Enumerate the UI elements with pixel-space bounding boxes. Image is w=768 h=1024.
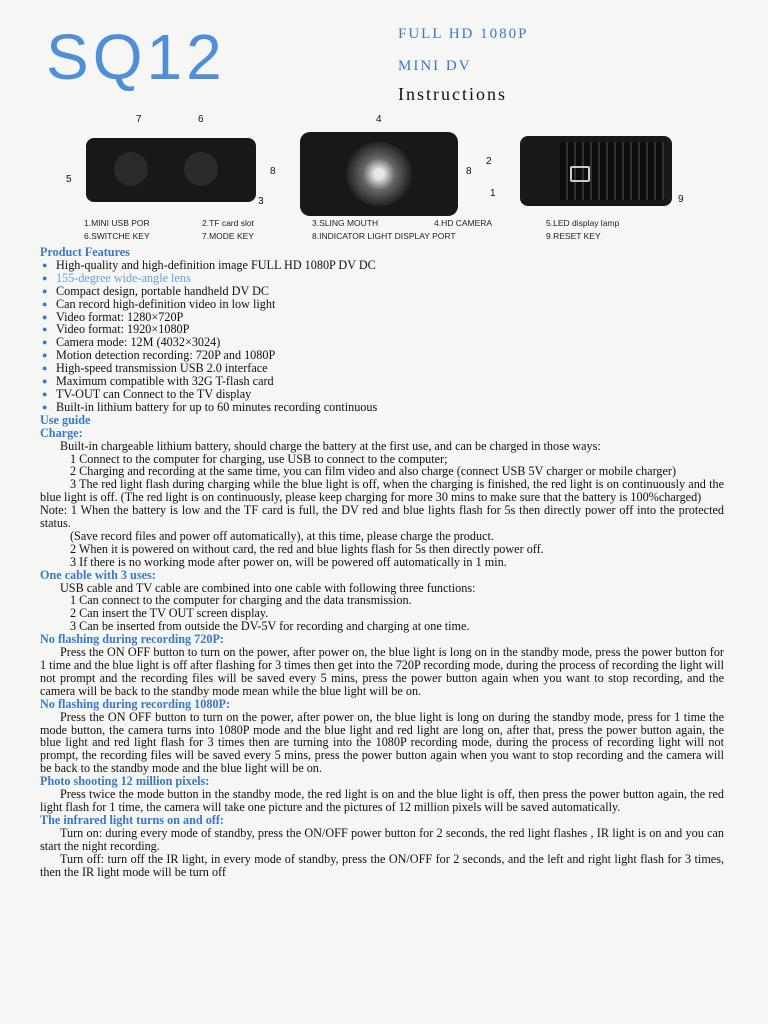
paragraph: 3 If there is no working mode after power on, will be powered off automatically in 1 min. [70,554,507,569]
callout-9: 9 [678,194,684,205]
callout-2: 2 [486,156,492,167]
paragraph: Press twice the mode button in the standby mode, the red light is on and the blue light is off, then press the power button again, the red light flash for 1 time, the camera will take one picture and the pictures of 12 million pixels will be saved automatically. [40,787,724,814]
section-heading: Use guide [40,412,91,427]
section-heading: No flashing during recording 720P: [40,632,224,647]
callout-4: 4 [376,114,382,125]
parts-legend [84,218,684,241]
list-item: ● Video format: 1920×1080P [40,323,724,336]
list-item: ● Maximum compatible with 32G T-flash card [40,375,724,388]
section-heading: One cable with 3 uses: [40,567,156,582]
list-item: ● Camera mode: 12M (4032×3024) [40,336,724,349]
product-photos [0,110,768,220]
paragraph: 2 When it is powered on without card, the red and blue lights flash for 5s then directly power off. [70,541,544,556]
paragraph: USB cable and TV cable are combined into one cable with following three functions: [60,580,476,595]
list-item: ● High-speed transmission USB 2.0 interface [40,362,724,375]
subtitle-model: MINI DV [398,58,472,74]
logo: SQ12 [46,21,226,93]
callout-7: 7 [136,114,142,125]
section-heading: The infrared light turns on and off: [40,812,224,827]
paragraph: 2 Can insert the TV OUT screen display. [70,606,269,621]
camera-front-view [300,132,458,216]
list-item: ● TV-OUT can Connect to the TV display [40,388,724,401]
paragraph: 2 Charging and recording at the same time, you can film video and also charge (connect USB 5V charger or mobile charger) [70,464,677,479]
callout-5: 5 [66,174,72,185]
legend-item: 3.SLING MOUTH [312,218,379,228]
legend-item: 4.HD CAMERA [434,218,493,228]
manual-body [40,246,724,878]
list-item: ● 155-degree wide-angle lens [40,272,724,285]
list-item: ● Can record high-definition video in low light [40,298,724,311]
paragraph: Press the ON OFF button to turn on the power, after power on, the blue light is long on in the standby mode, press the power button for 1 time and the blue light is off after flashing for 3 times then get into the 720P recording mode, during the process of recording the light will not prompt and the recording files will be saved every 5 mins, press the power button again when you want to stop recording, and the camera will be back to the standby mode mean while the blue light will be on. [40,645,724,698]
list-item: ● Built-in lithium battery for up to 60 minutes recording continuous [40,401,724,414]
section-heading: Charge: [40,425,83,440]
legend-item: 9.RESET KEY [546,231,601,241]
paragraph: Note: 1 When the battery is low and the TF card is full, the DV red and blue lights flash for 5s then directly power off into the protected status. [40,503,724,531]
legend-item: 8.INDICATOR LIGHT DISPLAY PORT [312,231,456,241]
list-item: ● Motion detection recording: 720P and 1080P [40,349,724,362]
legend-item: 7.MODE KEY [202,231,254,241]
legend-item: 2.TF card slot [202,218,254,228]
paragraph: 3 Can be inserted from outside the DV-5V for recording and charging at one time. [70,619,470,634]
paragraph: 1 Connect to the computer for charging, use USB to connect to the computer; [70,451,448,466]
paragraph: Press the ON OFF button to turn on the power, after power on, the blue light is long on during the standby mode, press for 1 time the mode button, the camera turns into 1080P mode and the blue light and red light are long on, after that, press the power button again, the blue light and red light flash for 3 times then are turning into the 1080P recording mode, during the process of recording light will not prompt, the recording files will be saved every 5 mins, press the power button again when you want to stop recording and the camera will be back to the standby mode and the blue light will be on. [40,709,724,776]
callout-8a: 8 [270,166,276,177]
feature-list [40,259,724,414]
list-item: ● Video format: 1280×720P [40,311,724,324]
list-item: ● Compact design, portable handheld DV DC [40,285,724,298]
legend-item: 6.SWITCHE KEY [84,231,150,241]
paragraph: 1 Can connect to the computer for charging and the data transmission. [70,593,412,608]
callout-8b: 8 [466,166,472,177]
legend-item: 1.MINI USB POR [84,218,150,228]
legend-item: 5.LED display lamp [546,218,620,228]
paragraph: (Save record files and power off automatically), at this time, please charge the product. [70,528,494,543]
paragraph: Built-in chargeable lithium battery, should charge the battery at the first use, and can be charged in those ways: [60,438,601,453]
callout-6: 6 [198,114,204,125]
camera-side-view [520,136,672,206]
paragraph: Turn on: during every mode of standby, press the ON/OFF power button for 2 seconds, the red light flashes , IR light is on and you can start the night recording. [40,825,724,853]
paragraph: Turn off: turn off the IR light, in every mode of standby, press the ON/OFF for 2 seconds, and the left and right light flash for 3 times, then the IR light mode will be turn off [40,851,724,879]
callout-1: 1 [490,188,496,199]
list-item: ● High-quality and high-definition image FULL HD 1080P DV DC [40,259,724,272]
callout-3: 3 [258,196,264,207]
section-heading: No flashing during recording 1080P: [40,696,231,711]
camera-top-view [86,138,256,202]
subtitle-resolution: FULL HD 1080P [398,26,529,42]
section-heading: Product Features [40,245,130,259]
paragraph: 3 The red light flash during charging while the blue light is off, when the charging is finished, the red light is on continuously and the blue light is off. (The red light is on continuously, please keep charging for more 30 mins to make sure that the battery is 100%charged) [40,477,724,505]
page-title: Instructions [398,84,507,104]
section-heading: Photo shooting 12 million pixels: [40,774,210,789]
